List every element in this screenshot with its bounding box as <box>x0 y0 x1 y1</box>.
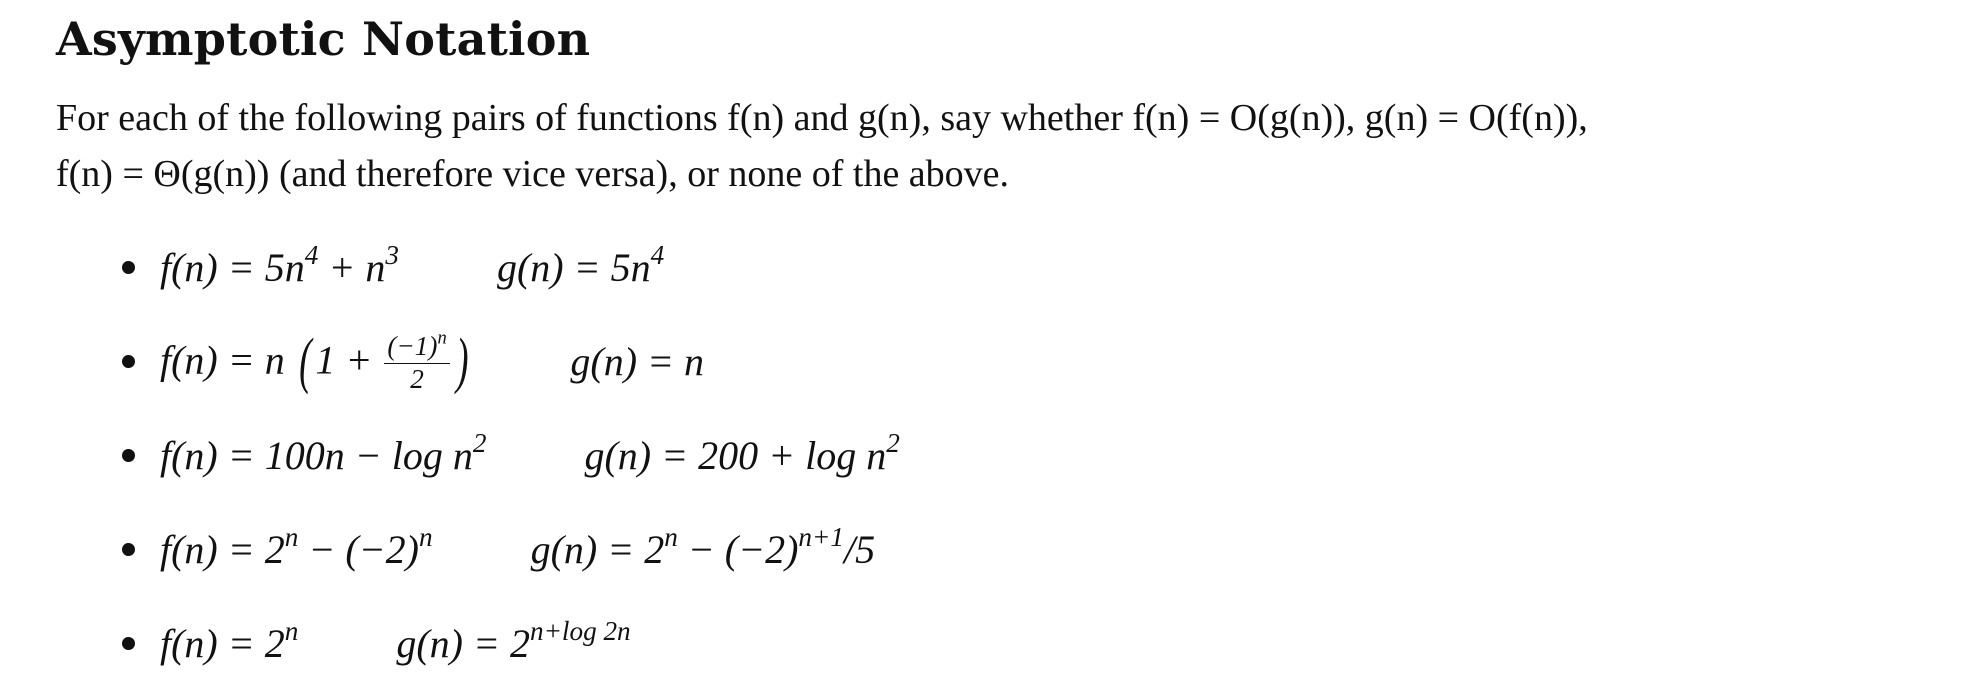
f-exponent: 2 <box>472 427 487 458</box>
f-exponent-2: 3 <box>385 239 399 270</box>
g-expression <box>584 427 900 479</box>
g-tail: /5 <box>843 526 876 572</box>
intro-line-1: For each of the following pairs of functions f(n) and g(n), say whether f(n) = O(g(n)), g(n) = O(f(n)), <box>56 97 1588 139</box>
g-exponent: 4 <box>650 239 665 270</box>
f-lhs: f(n) = 100n − log n <box>160 432 473 478</box>
intro-paragraph <box>56 90 1958 202</box>
list-item <box>56 314 1958 408</box>
f-rest: + n <box>318 244 386 290</box>
list-item <box>56 220 1958 314</box>
bullet-icon <box>122 355 135 368</box>
f-expression <box>160 239 399 291</box>
f-exponent: n <box>284 521 299 552</box>
bullet-icon <box>122 543 135 556</box>
g-exponent: n <box>664 521 678 552</box>
g-expression <box>496 239 665 291</box>
g-lhs: g(n) = 200 + log n <box>584 432 887 478</box>
f-expression <box>160 615 299 667</box>
bullet-icon <box>122 637 135 650</box>
list-item <box>56 596 1958 690</box>
g-expression <box>396 615 631 667</box>
numerator-base: (−1) <box>387 331 438 362</box>
bullet-icon <box>122 449 135 462</box>
f-exponent: 4 <box>304 239 319 270</box>
g-lhs: g(n) = 2 <box>396 620 530 666</box>
list-item <box>56 502 1958 596</box>
g-exponent: n+log 2n <box>529 615 631 646</box>
fraction <box>384 328 449 395</box>
g-expression: g(n) = n <box>570 338 705 384</box>
f-lhs: f(n) = 2 <box>160 526 285 572</box>
f-exponent: n <box>284 615 299 646</box>
function-pairs-list <box>56 220 1958 690</box>
numerator-exponent: n <box>437 328 447 348</box>
g-exponent: 2 <box>886 427 900 458</box>
f-expression: f(n) = n ( 1 + $\frac{(-1)^n}{2}$ ) <box>160 326 469 395</box>
f-lhs: f(n) = 5n <box>160 244 305 290</box>
intro-line-2: f(n) = Θ(g(n)) (and therefore vice versa), or none of the above. <box>56 153 1010 195</box>
fraction-numerator <box>384 328 449 364</box>
g-rest: − (−2) <box>677 526 799 572</box>
page-title: Asymptotic Notation <box>56 12 591 66</box>
right-paren: ) <box>455 326 469 395</box>
g-lhs: g(n) = 5n <box>496 244 651 290</box>
f-expression <box>160 427 487 479</box>
f-lhs: f(n) = 2 <box>160 620 285 666</box>
f-expression <box>160 521 433 573</box>
left-paren: ( <box>298 326 312 395</box>
f-exponent-2: n <box>418 521 433 552</box>
g-expression <box>530 521 876 573</box>
page-content <box>56 8 1958 690</box>
f-rest: − (−2) <box>298 526 419 572</box>
g-lhs: g(n) = 2 <box>530 526 665 572</box>
fraction-denominator: 2 <box>410 364 424 395</box>
f-lhs: f(n) = n <box>160 337 285 383</box>
g-exponent-2: n+1 <box>798 521 844 552</box>
list-item <box>56 408 1958 502</box>
bullet-icon <box>122 261 135 274</box>
